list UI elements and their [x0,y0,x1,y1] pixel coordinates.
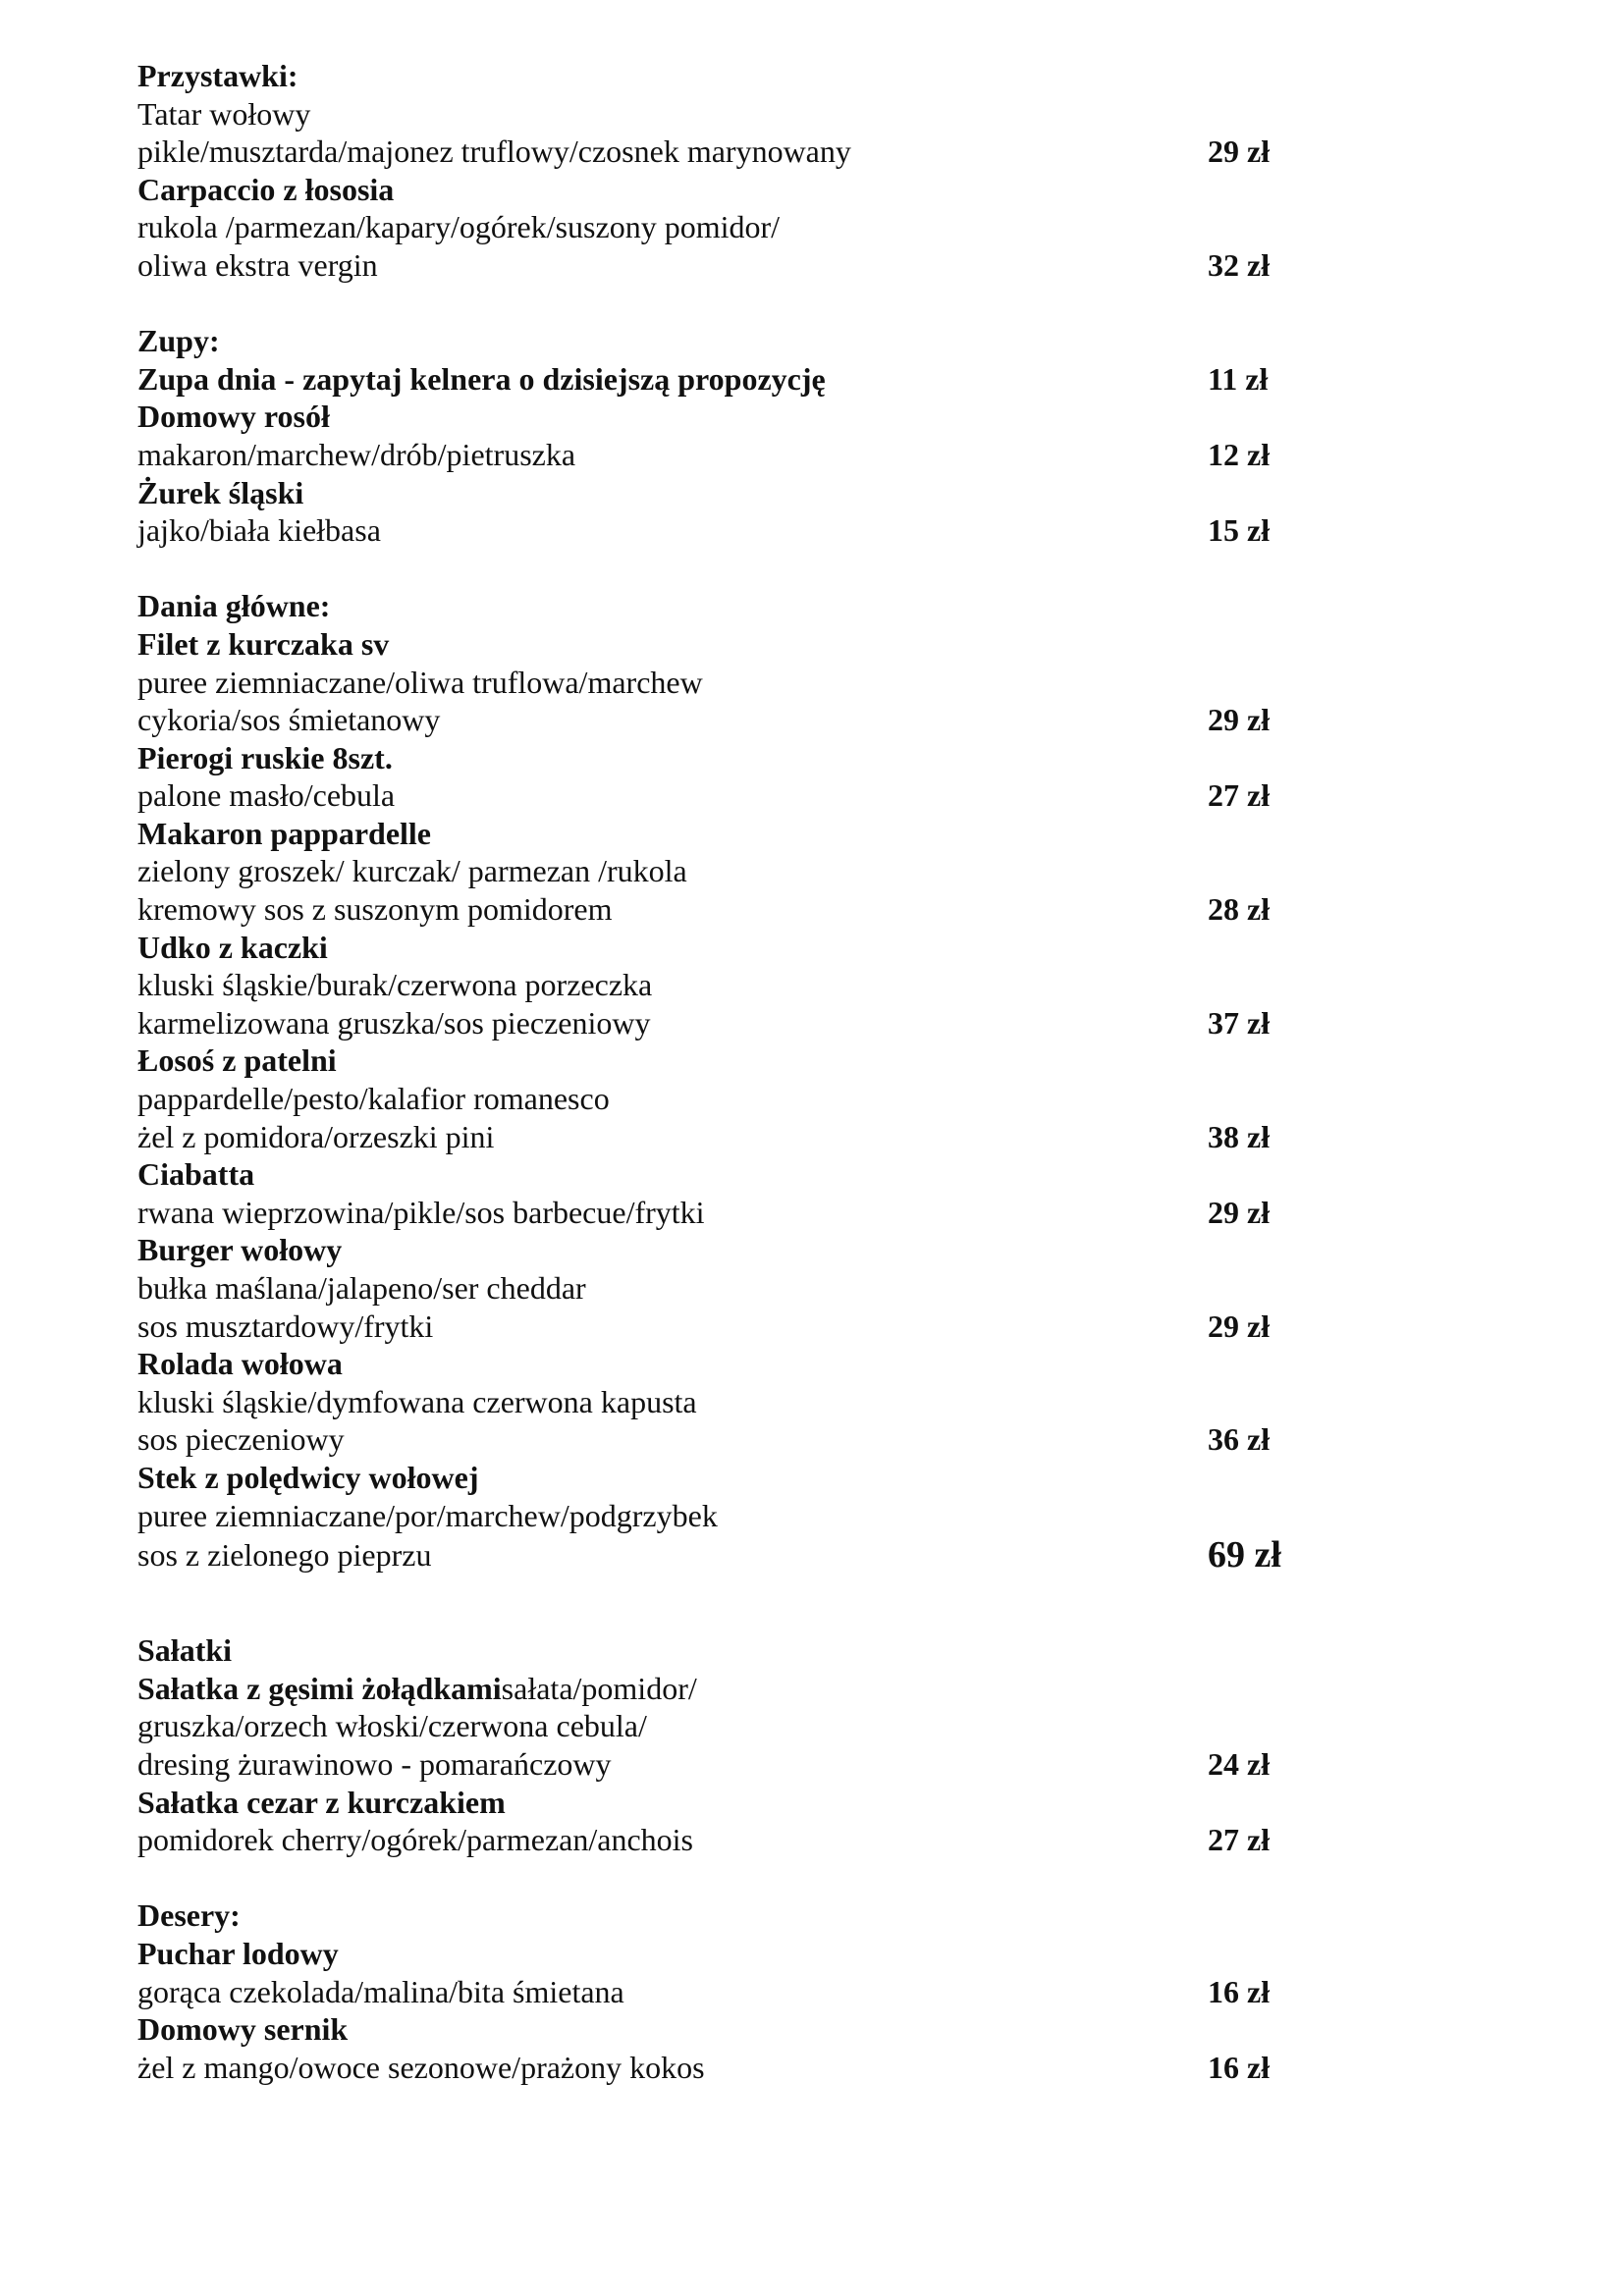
menu-item-name: Puchar lodowy [137,1935,339,1971]
menu-item-name: Tatar wołowy [137,95,311,132]
menu-item-name: Ciabatta [137,1156,255,1193]
section-header-przystawki: Przystawki: [137,58,298,93]
menu-item-description: palone masło/cebula 27 zł [137,777,1271,814]
menu-item-description: jajko/biała kiełbasa 15 zł [137,512,1271,549]
menu-item-description: kremowy sos z suszonym pomidorem 28 zł [137,891,1271,928]
menu-item-name: Żurek śląski [137,474,304,510]
menu-item-price: 24 zł [1208,1745,1271,1782]
section-header-salatki: Sałatki [137,1632,233,1669]
menu-item-price: 37 zł [1208,1004,1271,1041]
menu-item-description: puree ziemniaczane/por/marchew/podgrzybek [137,1497,718,1533]
menu-item-name: Carpaccio z łososia [137,171,395,207]
menu-item-price: 28 zł [1208,891,1271,928]
menu-item-name: Sałatka cezar z kurczakiem [137,1784,506,1820]
menu-item-description: karmelizowana gruszka/sos pieczeniowy 37 zł [137,1004,1271,1041]
menu-item-description: sałata/pomidor/ [501,1670,697,1706]
menu-item-price: 27 zł [1208,1822,1271,1858]
menu-document [137,57,1316,2086]
menu-item-price: 11 zł [1208,360,1269,397]
section-spacer [137,1859,1316,1897]
menu-item-name: Makaron pappardelle [137,815,431,851]
section-spacer [137,1575,1316,1631]
menu-item-description: żel z pomidora/orzeszki pini 38 zł [137,1118,1271,1154]
section-header-desery: Desery: [137,1897,241,1934]
menu-item-name: Domowy rosół [137,399,330,435]
menu-item-name: Domowy sernik [137,2011,349,2048]
menu-item-description: rukola /parmezan/kapary/ogórek/suszony pomidor/ [137,209,781,245]
menu-item-name: Sałatka z gęsimi żołądkamisałata/pomidor/ [137,1670,697,1706]
menu-item-price: 15 zł [1208,512,1271,549]
menu-item-description: puree ziemniaczane/oliwa truflowa/marchew [137,664,703,700]
menu-item-description: bułka maślana/jalapeno/ser cheddar [137,1270,586,1306]
menu-item-price: 29 zł [1208,702,1271,738]
menu-item-price: 29 zł [1208,133,1271,170]
menu-item-description: sos z zielonego pieprzu 69 zł [137,1534,1281,1576]
section-spacer [137,285,1316,323]
menu-item-price: 38 zł [1208,1118,1271,1154]
menu-item-description: gruszka/orzech włoski/czerwona cebula/ [137,1708,647,1744]
menu-item-description: makaron/marchew/drób/pietruszka 12 zł [137,436,1271,472]
menu-item-name: Pierogi ruskie 8szt. [137,739,393,775]
menu-item-name: Łosoś z patelni [137,1042,337,1079]
menu-item-price: 12 zł [1208,436,1271,472]
menu-item-price: 69 zł [1208,1534,1281,1576]
menu-item-description: rwana wieprzowina/pikle/sos barbecue/frytki 29 zł [137,1194,1271,1230]
menu-item-description: pikle/musztarda/majonez truflowy/czosnek marynowany 29 zł [137,133,1271,170]
menu-item-price: 36 zł [1208,1421,1271,1458]
menu-item-price: 16 zł [1208,2049,1271,2085]
menu-item-description: oliwa ekstra vergin 32 zł [137,246,1271,283]
menu-item-description: sos pieczeniowy 36 zł [137,1421,1271,1458]
menu-item-description: gorąca czekolada/malina/bita śmietana 16 zł [137,1973,1271,2009]
section-header-dania-glowne: Dania główne: [137,588,331,624]
menu-item-description: kluski śląskie/dymfowana czerwona kapusta [137,1383,697,1419]
menu-item-price: 32 zł [1208,246,1271,283]
menu-item-description: zielony groszek/ kurczak/ parmezan /rukola [137,853,687,889]
menu-item-name: Burger wołowy [137,1232,343,1268]
menu-item-name: Filet z kurczaka sv [137,625,390,662]
menu-item-description: żel z mango/owoce sezonowe/prażony kokos 16 zł [137,2049,1271,2085]
menu-item-price: 27 zł [1208,777,1271,814]
menu-item-name: Rolada wołowa [137,1346,343,1382]
menu-item-price: 29 zł [1208,1308,1271,1344]
menu-item-description: dresing żurawinowo - pomarańczowy 24 zł [137,1745,1271,1782]
menu-item-description: sos musztardowy/frytki 29 zł [137,1308,1271,1344]
section-header-zupy: Zupy: [137,323,220,359]
menu-item-description: pomidorek cherry/ogórek/parmezan/anchois 27 zł [137,1822,1271,1858]
menu-item-name: Zupa dnia - zapytaj kelnera o dzisiejszą propozycję 11 zł [137,360,1269,397]
menu-item-description: pappardelle/pesto/kalafior romanesco [137,1081,610,1117]
menu-item-price: 16 zł [1208,1973,1271,2009]
section-spacer [137,550,1316,588]
menu-item-name: Stek z polędwicy wołowej [137,1459,479,1495]
menu-item-description: cykoria/sos śmietanowy 29 zł [137,702,1271,738]
menu-item-price: 29 zł [1208,1194,1271,1230]
menu-item-description: kluski śląskie/burak/czerwona porzeczka [137,967,653,1003]
menu-item-name: Udko z kaczki [137,929,328,965]
